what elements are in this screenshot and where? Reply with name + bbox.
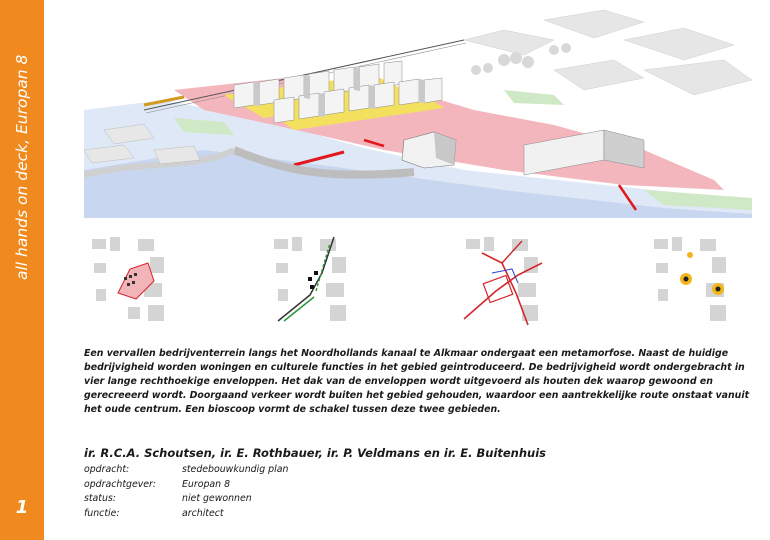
plan-diagrams: [0, 233, 770, 333]
meta-row-opdracht: [84, 464, 484, 479]
meta-value: Europan 8: [182, 478, 231, 490]
meta-key: opdrachtgever:: [84, 478, 157, 490]
page-number: 1: [15, 497, 29, 518]
meta-key: opdracht:: [84, 464, 130, 475]
meta-value: architect: [182, 507, 224, 519]
authors: ir. R.C.A. Schoutsen, ir. E. Rothbauer, ir. P. Veldmans en ir. E. Buitenhuis: [84, 446, 547, 460]
sidebar-title: all hands on deck, Europan 8: [13, 54, 31, 280]
meta-value: niet gewonnen: [182, 493, 252, 504]
diagram-site-plan-2: [270, 233, 352, 329]
diagram-site-plan-1: [88, 233, 170, 329]
meta-key: functie:: [84, 507, 120, 519]
project-description: Een vervallen bedrijventerrein langs het Noordhollands kanaal te Alkmaar ondergaat een metamorfose. Naast de huidige bedrijvigheid worden woningen en culturele functies in het gebied geintroduceerd. De bedrijvigheid wordt ondergebracht in vier lange rechthoekige enveloppen. Het dak van de enveloppen wordt uitgevoerd als houten dek waarop gewoond en gerecreeerd wordt. Doorgaand verkeer wordt buiten het gebied gehouden, waardoor een aantrekkelijke route onstaat vanuit het oude centrum. Een bioscoop vormt de schakel tussen deze twee gebieden.: [84, 348, 750, 415]
meta-value: stedebouwkundig plan: [182, 464, 289, 475]
meta-row-status: [84, 493, 484, 508]
diagram-site-plan-3: [462, 233, 544, 329]
aerial-render-image: [84, 0, 752, 218]
meta-row-opdrachtgever: [84, 479, 484, 494]
meta-key: status:: [84, 493, 116, 504]
meta-row-functie: [84, 508, 484, 523]
diagram-site-plan-4: [650, 233, 732, 329]
project-meta: [84, 464, 484, 522]
